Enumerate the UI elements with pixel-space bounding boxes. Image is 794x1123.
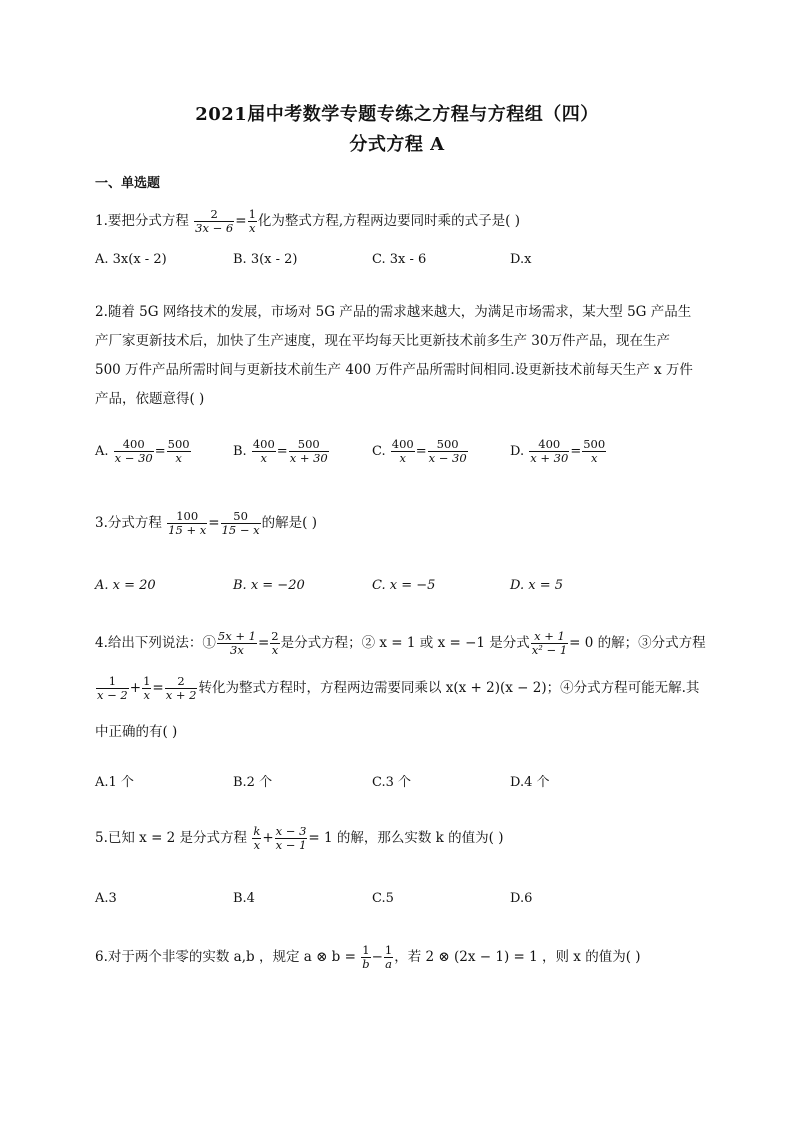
section-heading: 一、单选题 <box>95 176 161 191</box>
option-d[interactable]: D. x = 5 <box>510 578 563 593</box>
option-c[interactable]: C.3 个 <box>372 775 412 790</box>
option-c[interactable]: C. 3x - 6 <box>372 252 427 267</box>
option-a[interactable]: A.3 <box>95 891 117 906</box>
option-d[interactable]: D. $\frac{400}{x + 30}$ = $\frac{500}{x}$ <box>510 437 606 466</box>
question-2-line: 500 万件产品所需时间与更新技术前生产 400 万件产品所需时间相同.设更新技术前每天生产 x 万件 <box>95 362 693 378</box>
option-d[interactable]: D.6 <box>510 891 533 906</box>
fraction: $\frac{2}{3x - 6}$ <box>195 207 234 236</box>
option-b[interactable]: B. $\frac{400}{x}$ = $\frac{500}{x + 30}$ <box>233 437 328 466</box>
question-4-line-1: 4.给出下列说法：① $\frac{5x + 1}{3x}$ = $\frac{2}{x}$ 是分式方程；② x = 1 或 x = −1 是分式 $\frac{x + 1}{\text{x² − 1}}$ = 0 的解；③分式方程 <box>95 629 706 658</box>
question-2-line: 2.随着 5G 网络技术的发展，市场对 5G 产品的需求越来越大，为满足市场需求，某大型 5G 产品生 <box>95 304 692 320</box>
fraction: $\frac{1}{x}$ <box>248 207 256 236</box>
question-4-line-3: 中正确的有( ) <box>95 724 178 740</box>
option-b[interactable]: B. x = −20 <box>233 578 305 593</box>
question-1: 1.要把分式方程 $\frac{2}{3x - 6}$ = $\frac{1}{x}$ 化为整式方程,方程两边要同时乘的式子是( ) <box>95 207 521 236</box>
option-c[interactable]: C. $\frac{400}{x}$ = $\frac{500}{x - 30}$ <box>372 437 467 466</box>
option-d[interactable]: D.4 个 <box>510 775 550 790</box>
question-2-line: 产厂家更新技术后，加快了生产速度，现在平均每天比更新技术前多生产 30万件产品，现在生产 <box>95 333 670 349</box>
option-b[interactable]: B. 3(x - 2) <box>233 252 298 267</box>
question-5: 5.已知 x = 2 是分式方程 $\frac{k}{x}$ + $\frac{x - 3}{x - 1}$ = 1 的解，那么实数 k 的值为( ) <box>95 824 504 853</box>
question-text: 1.要把分式方程 <box>95 213 194 230</box>
option-b[interactable]: B.4 <box>233 891 255 906</box>
option-a[interactable]: A. 3x(x - 2) <box>95 252 167 267</box>
option-a[interactable]: A. $\frac{400}{x - 30}$ = $\frac{500}{x}$ <box>95 437 190 466</box>
option-a[interactable]: A.1 个 <box>95 775 134 790</box>
question-6: 6.对于两个非零的实数 a,b ，规定 a ⊗ b = $\frac{1}{b}$ − $\frac{1}{a}$ ，若 2 ⊗ (2x − 1) = 1 ，则 x 的值为( ) <box>95 943 641 972</box>
question-4-line-2: $\frac{1}{x - 2}$ + $\frac{1}{x}$ = $\frac{2}{x + 2}$ 转化为整式方程时，方程两边需要同乘以 x(x + 2)(x − 2)；④分式方程可能无解.其 <box>97 674 700 703</box>
question-3: 3.分式方程 $\frac{100}{15 + x}$ = $\frac{50}{15 - x}$ 的解是( ) <box>95 509 317 538</box>
document-subtitle: 分式方程 A <box>349 134 445 155</box>
document-title: 2021届中考数学专题专练之方程与方程组（四） <box>195 104 599 125</box>
option-d[interactable]: D.x <box>510 252 532 267</box>
option-c[interactable]: C. x = −5 <box>372 578 436 593</box>
question-2-line: 产品，依题意得( ) <box>95 391 205 407</box>
option-a[interactable]: A. x = 20 <box>95 578 156 593</box>
option-b[interactable]: B.2 个 <box>233 775 273 790</box>
question-text: 化为整式方程,方程两边要同时乘的式子是( ) <box>257 213 521 230</box>
option-c[interactable]: C.5 <box>372 891 394 906</box>
